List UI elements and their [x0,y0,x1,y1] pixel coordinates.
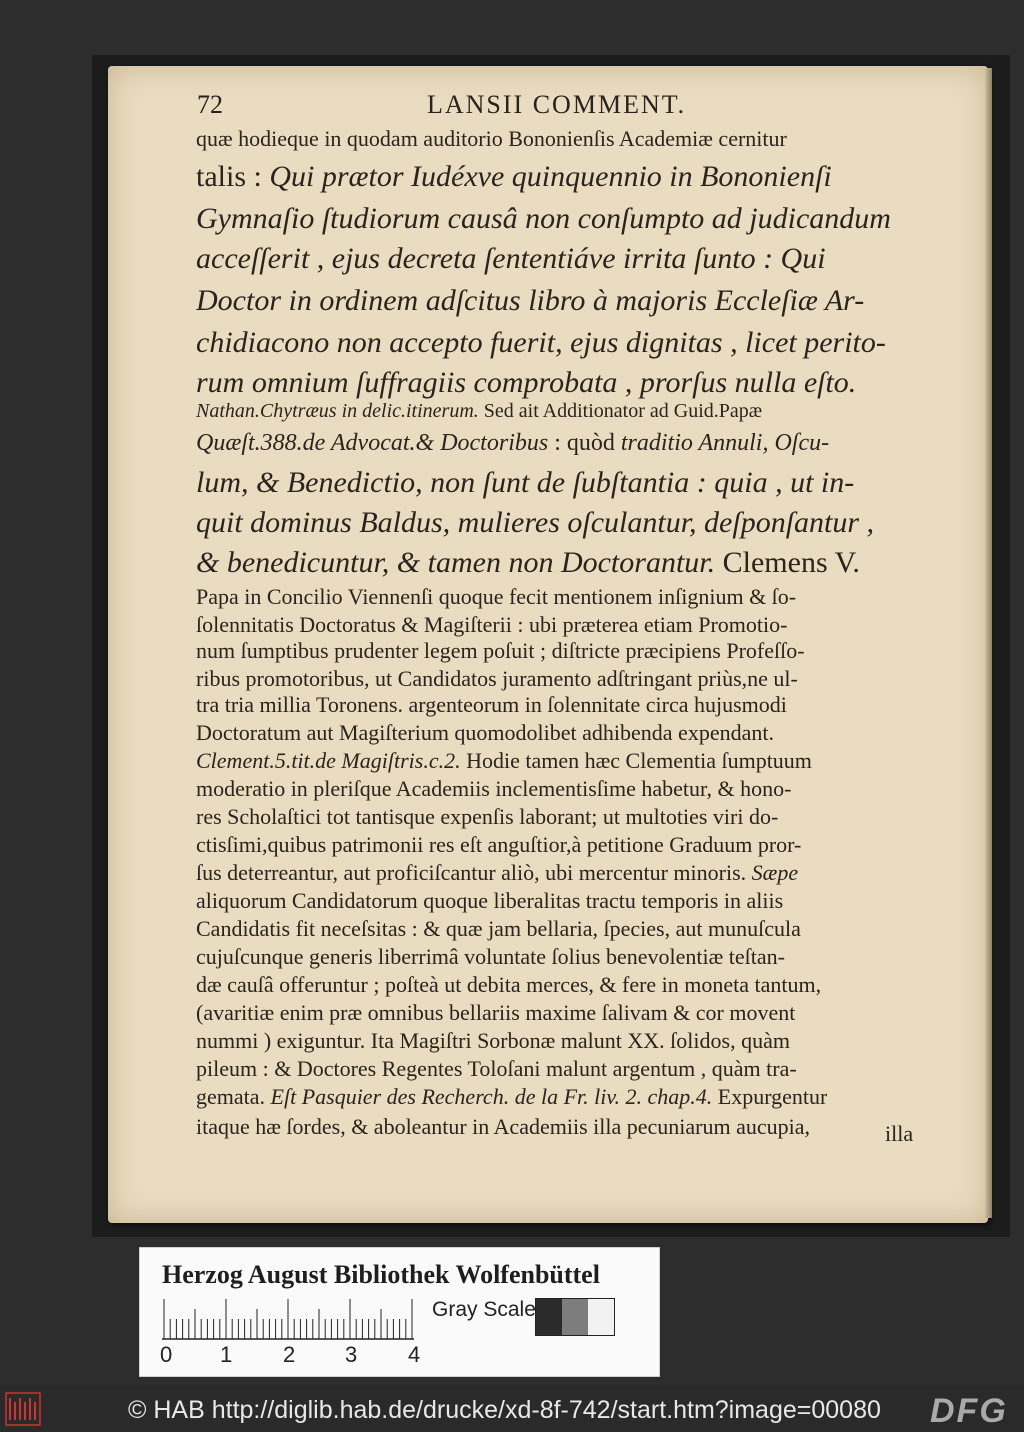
text-line [196,584,796,610]
text-segment: Papa in Concilio Viennenſi quoque fecit mentionem inſignium & ſo- [196,584,797,609]
text-line [196,1114,810,1140]
text-segment: ſolennitatis Doctoratus & Magiſterii : ubi præterea etiam Promotio- [196,612,788,637]
text-segment: aliquorum Candidatorum quoque liberalitas tractu temporis in aliis [196,888,784,913]
text-line [196,1028,790,1054]
text-line [196,888,783,914]
text-segment: quæ hodieque in quodam auditorio Bononienſis Academiæ cernitur [196,126,787,151]
swatch-light [588,1299,614,1335]
text-segment: rum omnium ſuffragiis comprobata , prorſus nulla eſto. [196,366,857,399]
scale-number-2: 2 [283,1342,296,1367]
text-segment: & benedicuntur, & tamen non Doctorantur. [196,546,723,579]
scale-number-0: 0 [160,1342,173,1367]
text-line [196,666,798,692]
dfg-logo: DFG [930,1392,1008,1430]
text-line [196,860,798,886]
text-segment: Hodie tamen hæc Clementia ſumptuum [466,748,812,773]
text-line [196,126,787,152]
hab-logo-icon [5,1392,41,1426]
text-segment: Candidatis fit neceſsitas : & quæ jam bellaria, ſpecies, aut munuſcula [196,916,801,941]
text-segment: acceſſerit , ejus decreta ſententiáve irrita ſunto : Qui [196,242,826,275]
text-segment: : quòd [548,430,621,456]
text-segment: traditio Annuli, Oſcu- [620,430,830,456]
source-credit-link[interactable]: © HAB http://diglib.hab.de/drucke/xd-8f-742/start.htm?image=00080 [128,1396,881,1424]
text-segment: nummi ) exiguntur. Ita Magiſtri Sorbonæ malunt XX. ſolidos, quàm [196,1028,790,1053]
text-segment: itaque hæ ſordes, & aboleantur in Academiis illa pecuniarum aucupia, [196,1114,810,1139]
text-segment: ſus deterreantur, aut proficiſcantur aliò, ubi mercentur minoris. [196,860,752,885]
text-segment: chidiacono non accepto fuerit, ejus dignitas , licet perito- [196,326,886,359]
text-line [196,916,801,942]
text-segment: Doctor in ordinem adſcitus libro à majoris Eccleſiæ Ar- [196,284,865,317]
text-segment: ribus promotoribus, ut Candidatos juramento adſtringant priùs,ne ul- [196,666,798,691]
text-line [196,326,886,360]
text-segment: lum, & Benedictio, non ſunt de ſubſtantia : quia , ut in- [196,466,855,499]
text-segment: Eſt Pasquier des Recherch. de la Fr. liv. 2. chap.4. [270,1084,713,1109]
text-line [196,202,891,236]
text-line [196,692,787,718]
text-segment: gemata. [196,1084,271,1109]
text-line [196,720,774,746]
text-line [196,832,801,858]
text-line [196,400,762,423]
text-segment: Nathan.Chytræus in delic.itinerum. [196,400,484,422]
scale-ruler [162,1298,422,1340]
text-segment: tra tria millia Toronens. argenteorum in ſolennitate circa hujusmodi [196,692,787,717]
page-header [197,90,939,126]
text-segment: quit dominus Baldus, mulieres oſculantur, deſponſantur , [196,506,875,539]
text-segment: Sæpe [751,860,799,885]
scale-number-4: 4 [408,1342,421,1367]
text-line [196,1056,797,1082]
swatch-medium [562,1299,588,1335]
scale-number-1: 1 [220,1342,233,1367]
text-segment: moderatio in pleriſque Academiis inclementisſime habetur, & hono- [196,776,792,801]
text-segment: res Scholaſtici tot tantisque expenſis laborant; ut multoties viri do- [196,804,779,829]
page-number: 72 [197,90,223,119]
text-line [196,638,805,664]
text-line [196,748,812,774]
color-calibration-card [139,1247,660,1377]
text-segment: dæ cauſâ offeruntur ; poſteà ut debita merces, & fere in moneta tantum, [196,972,822,997]
text-line [196,430,829,457]
text-line [196,944,785,970]
library-name: Herzog August Bibliothek Wolfenbüttel [162,1260,600,1289]
text-line [196,284,864,318]
text-segment: Clement.5.tit.de Magiſtris.c.2. [196,748,467,773]
text-segment: Quæſt.388.de Advocat.& Doctoribus [196,430,549,456]
text-line [196,1000,795,1026]
running-head: LANSII COMMENT. [427,90,687,119]
text-line [196,546,860,580]
page-edge [985,68,992,1218]
text-line [196,776,791,802]
text-segment: Qui prætor Iudéxve quinquennio in Bononienſi [269,160,832,193]
scale-number-3: 3 [345,1342,358,1367]
text-line [196,160,832,194]
text-line [196,506,874,540]
catchword: illa [885,1121,914,1146]
text-line [196,466,854,500]
text-segment: Expurgentur [712,1084,828,1109]
body-text [196,122,942,1142]
text-segment: ctisſimi,quibus patrimonii res eſt anguſtior,à petitione Graduum pror- [196,832,802,857]
text-line [196,242,826,276]
text-segment: num ſumptibus prudenter legem poſuit ; diſtricte præcipiens Profeſſo- [196,638,805,663]
swatch-dark [536,1299,562,1335]
text-segment: talis : [196,160,270,193]
text-line [196,804,778,830]
text-segment: Sed ait Additionator ad Guid.Papæ [483,400,763,422]
text-line [196,366,856,400]
text-segment: Gymnaſio ſtudiorum causâ non conſumpto ad judicandum [196,202,891,235]
gray-scale-label: Gray Scale [432,1298,536,1321]
text-segment: Clemens V. [722,546,860,579]
text-segment: pileum : & Doctores Regentes Toloſani malunt argentum , quàm tra- [196,1056,797,1081]
text-segment: (avaritiæ enim præ omnibus bellariis maxime ſalivam & cor movent [196,1000,796,1025]
text-line [196,972,821,998]
scale-numbers [158,1342,428,1368]
text-segment: Doctoratum aut Magiſterium quomodolibet adhibenda expendant. [196,720,774,745]
text-segment: cujuſcunque generis liberrimâ voluntate ſolius benevolentiæ teſtan- [196,944,785,969]
text-line [196,612,787,638]
text-line [196,1084,827,1110]
gray-scale-swatches [535,1298,615,1336]
